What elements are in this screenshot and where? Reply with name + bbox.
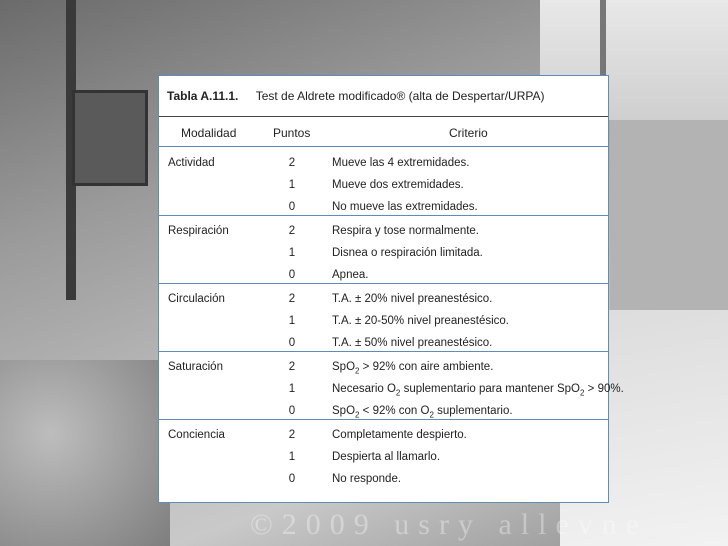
criterio-cell: Mueve dos extremidades. bbox=[332, 179, 464, 191]
table-row bbox=[159, 244, 608, 266]
header-modalidad: Modalidad bbox=[181, 126, 237, 140]
table-group bbox=[159, 284, 608, 352]
wall bbox=[610, 120, 728, 310]
puntos-cell: 0 bbox=[288, 269, 296, 281]
modalidad-label: Actividad bbox=[168, 157, 215, 169]
criterio-cell: Disnea o respiración limitada. bbox=[332, 247, 483, 259]
puntos-cell: 2 bbox=[288, 429, 296, 441]
criterio-cell: T.A. ± 20% nivel preanestésico. bbox=[332, 293, 493, 305]
modalidad-label: Conciencia bbox=[168, 429, 225, 441]
puntos-cell: 0 bbox=[288, 405, 296, 417]
puntos-cell: 1 bbox=[288, 179, 296, 191]
criterio-cell: No responde. bbox=[332, 473, 402, 485]
puntos-cell: 1 bbox=[288, 383, 296, 395]
modalidad-label: Circulación bbox=[168, 293, 225, 305]
puntos-cell: 1 bbox=[288, 451, 296, 463]
table-row bbox=[159, 176, 608, 198]
table-row bbox=[159, 222, 608, 244]
criterio-cell: Mueve las 4 extremidades. bbox=[332, 157, 470, 169]
puntos-cell: 2 bbox=[288, 293, 296, 305]
header-criterio: Criterio bbox=[449, 126, 488, 140]
puntos-cell: 2 bbox=[288, 225, 296, 237]
criterio-cell: T.A. ± 50% nivel preanestésico. bbox=[332, 337, 493, 349]
modalidad-label: Saturación bbox=[168, 361, 223, 373]
criterio-cell: Despierta al llamarlo. bbox=[332, 451, 441, 463]
header-puntos: Puntos bbox=[273, 126, 311, 140]
table-row bbox=[159, 380, 624, 402]
puntos-cell: 0 bbox=[288, 201, 296, 213]
table-row bbox=[159, 154, 608, 176]
criterio-cell: SpO$_2$ > 92% con aire ambiente. bbox=[332, 361, 494, 376]
puntos-cell: 0 bbox=[288, 337, 296, 349]
criterio-cell: SpO$_2$ < 92% con $O_2$ suplementario. bbox=[332, 405, 513, 420]
table-title: Test de Aldrete modificado® (alta de Despertar/URPA) bbox=[255, 89, 545, 103]
puntos-cell: 0 bbox=[288, 473, 296, 485]
puntos-cell: 2 bbox=[288, 361, 296, 373]
table-number: Tabla A.11.1. bbox=[167, 89, 239, 103]
criterio-cell: Respira y tose normalmente. bbox=[332, 225, 480, 237]
table-caption bbox=[167, 89, 544, 103]
criterio-cell: Apnea. bbox=[332, 269, 369, 281]
modalidad-label: Respiración bbox=[168, 225, 229, 237]
criterio-cell: T.A. ± 20-50% nivel preanestésico. bbox=[332, 315, 509, 327]
table-row bbox=[159, 448, 608, 470]
table-row bbox=[159, 426, 608, 448]
caption-rule bbox=[159, 116, 608, 117]
criterio-cell: Completamente despierto. bbox=[332, 429, 467, 441]
puntos-cell: 1 bbox=[288, 315, 296, 327]
puntos-cell: 2 bbox=[288, 157, 296, 169]
table-group bbox=[159, 352, 624, 420]
aldrete-table bbox=[158, 75, 624, 503]
criterio-cell: Necesario $O_2$ suplementario para mantener SpO$_2$ > 90%. bbox=[332, 383, 624, 398]
medical-monitor bbox=[72, 90, 148, 186]
table-row bbox=[159, 358, 608, 380]
criterio-cell: No mueve las extremidades. bbox=[332, 201, 478, 213]
table-row bbox=[159, 312, 608, 334]
header-rule bbox=[159, 146, 608, 147]
table-group bbox=[159, 420, 608, 488]
table-row bbox=[159, 470, 608, 492]
table-group bbox=[159, 216, 608, 284]
table-row bbox=[159, 290, 608, 312]
puntos-cell: 1 bbox=[288, 247, 296, 259]
watermark: ©2009 usry allevne bbox=[250, 508, 649, 541]
blanket bbox=[0, 360, 170, 546]
table-group bbox=[159, 148, 608, 216]
